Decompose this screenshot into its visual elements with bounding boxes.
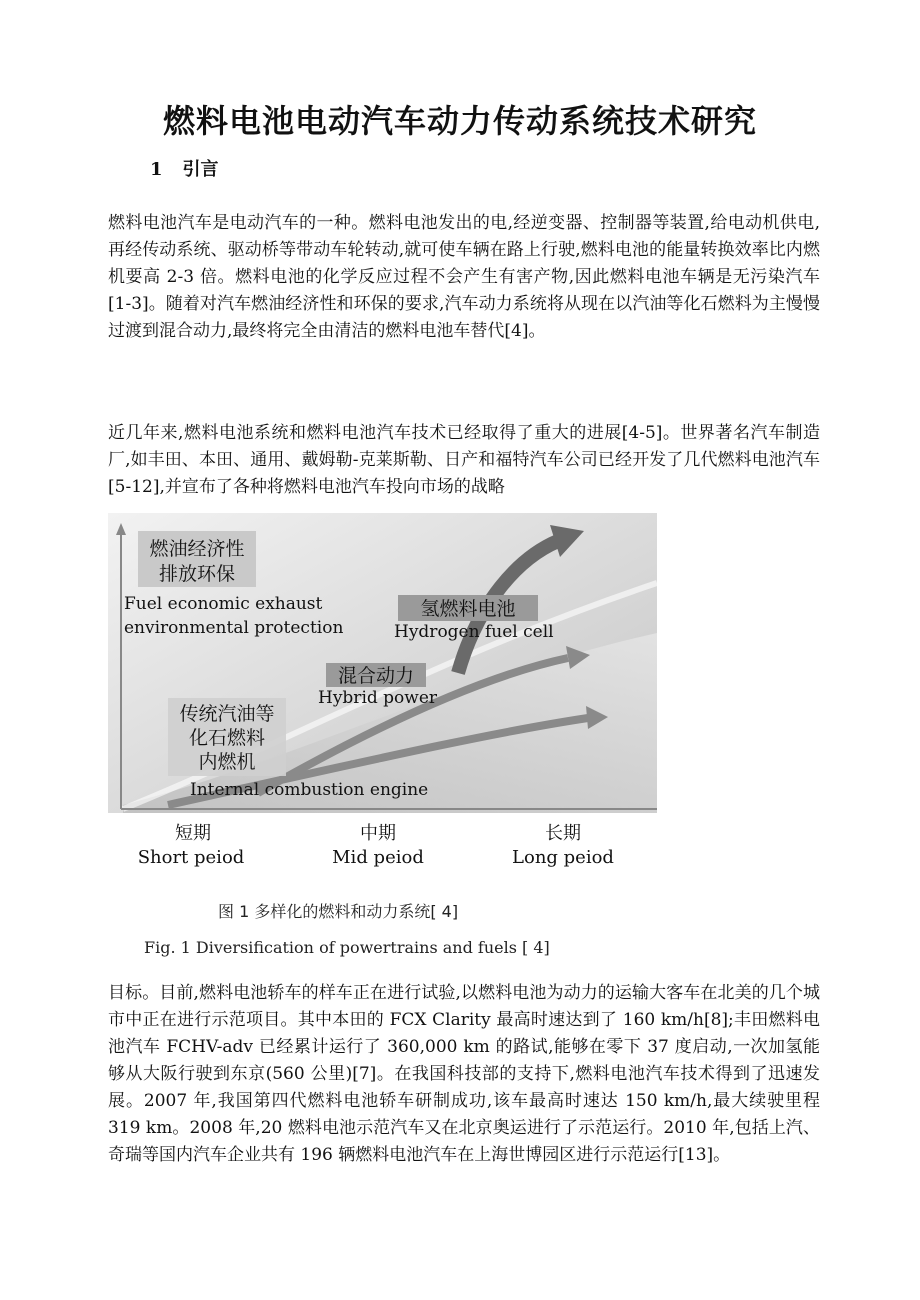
figure-1 bbox=[108, 513, 657, 967]
ice-label-en: Internal combustion engine bbox=[190, 780, 429, 800]
caption-cn: 图 1 多样化的燃料和动力系统[ 4] bbox=[218, 902, 459, 921]
section-number: 1 bbox=[150, 159, 163, 180]
fuel-label-cn-2: 排放环保 bbox=[158, 563, 236, 585]
x-label-long-cn: 长期 bbox=[545, 823, 581, 844]
page-title: 燃料电池电动汽车动力传动系统技术研究 bbox=[162, 102, 757, 140]
paragraph-intro: 燃料电池汽车是电动汽车的一种。燃料电池发出的电,经逆变器、控制器等装置,给电动机供电,再经传动系统、驱动桥等带动车轮转动,就可使车辆在路上行驶,燃料电池的能量转换效率比内燃机要高 2-3 倍。燃料电池的化学反应过程不会产生有害产物,因此燃料电池车辆是无污染汽车[1-3]。随着对汽车燃油经济性和环保的要求,汽车动力系统将从现在以汽油等化石燃料为主慢慢过渡到混合动力,最终将完全由清洁的燃料电池车替代[4]。 bbox=[108, 213, 820, 341]
paragraph-progress: 近几年来,燃料电池系统和燃料电池汽车技术已经取得了重大的进展[4-5]。世界著名汽车制造厂,如丰田、本田、通用、戴姆勒-克莱斯勒、日产和福特汽车公司已经开发了几代燃料电池汽车[5-12],并宣布了各种将燃料电池汽车投向市场的战略 bbox=[108, 423, 820, 497]
x-label-mid-cn: 中期 bbox=[360, 823, 396, 844]
figure-diagram bbox=[108, 513, 657, 967]
h2-label-cn: 氢燃料电池 bbox=[420, 598, 516, 620]
fuel-label-en-1: Fuel economic exhaust bbox=[124, 594, 323, 614]
hybrid-label-en: Hybrid power bbox=[318, 688, 438, 708]
ice-label-cn-2: 化石燃料 bbox=[188, 727, 266, 749]
h2-label-en: Hydrogen fuel cell bbox=[394, 622, 554, 642]
section-heading bbox=[150, 155, 219, 181]
x-label-mid-en: Mid peiod bbox=[332, 847, 424, 868]
caption-en: Fig. 1 Diversification of powertrains and fuels [ 4] bbox=[144, 938, 550, 957]
section-title: 引言 bbox=[182, 159, 219, 180]
paragraph-status: 目标。目前,燃料电池轿车的样车正在进行试验,以燃料电池为动力的运输大客车在北美的几个城市中正在进行示范项目。其中本田的 FCX Clarity 最高时速达到了 160 km/h[8];丰田燃料电池汽车 FCHV-adv 已经累计运行了 360,000 km 的路试,能够在零下 37 度启动,一次加氢能够从大阪行驶到东京(560 公里)[7]。在我国科技部的支持下,燃料电池汽车技术得到了迅速发展。2007 年,我国第四代燃料电池轿车研制成功,该车最高时速达 150 km/h,最大续驶里程 319 km。2008 年,20 燃料电池示范汽车又在北京奥运进行了示范运行。2010 年,包括上汽、奇瑞等国内汽车企业共有 196 辆燃料电池汽车在上海世博园区进行示范运行[13]。 bbox=[108, 983, 820, 1165]
x-label-long-en: Long peiod bbox=[512, 847, 614, 868]
fuel-label-cn-1: 燃油经济性 bbox=[149, 538, 245, 560]
hybrid-label-cn: 混合动力 bbox=[337, 665, 415, 687]
x-label-short-en: Short peiod bbox=[137, 847, 245, 868]
x-label-short-cn: 短期 bbox=[175, 823, 211, 844]
ice-label-cn-1: 传统汽油等 bbox=[179, 703, 275, 725]
ice-label-cn-3: 内燃机 bbox=[198, 751, 256, 773]
fuel-label-en-2: environmental protection bbox=[124, 618, 344, 638]
